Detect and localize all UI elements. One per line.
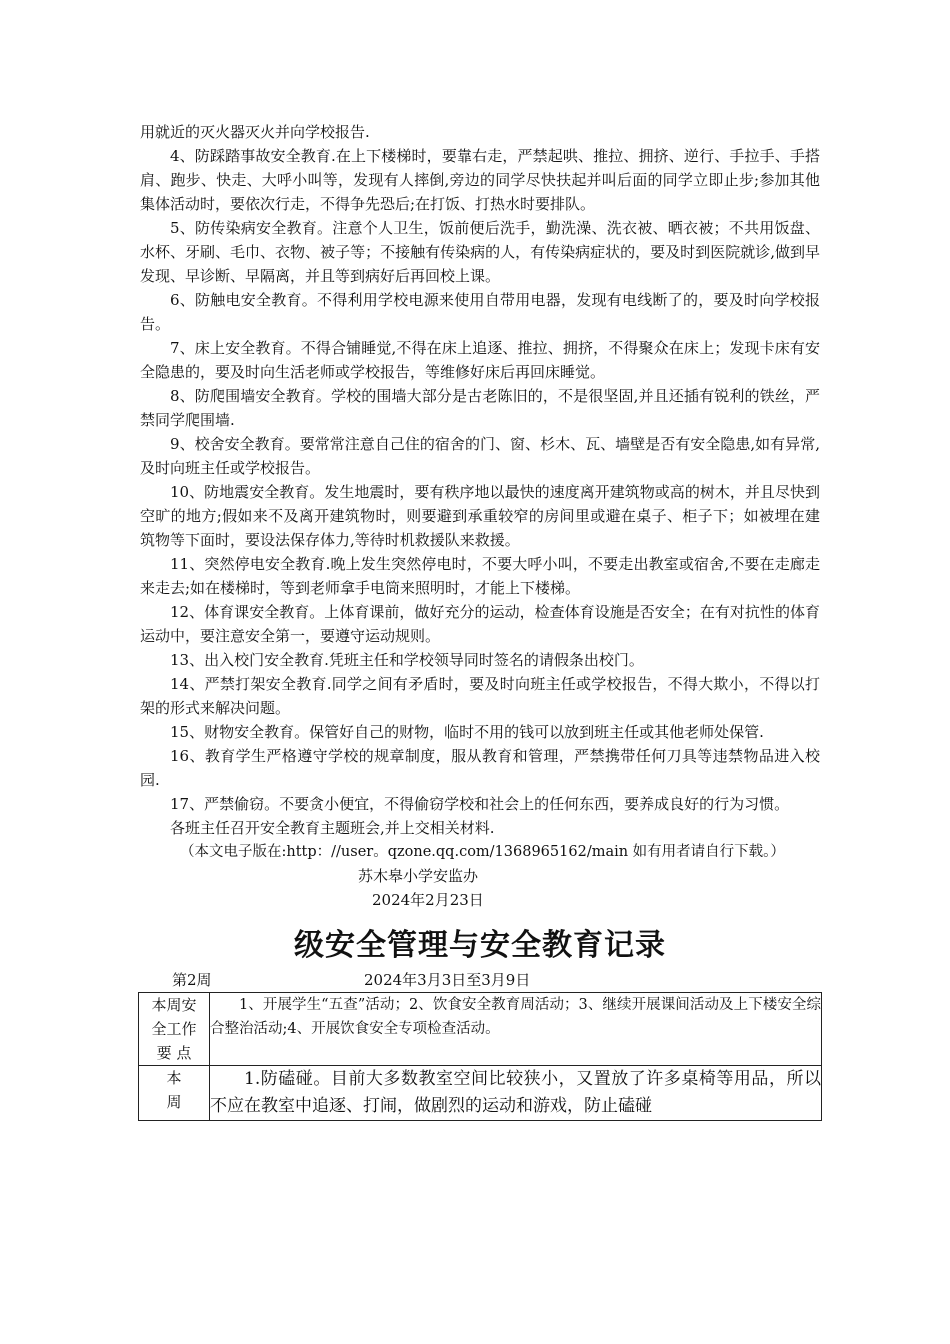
paragraph-school-gate: 13、出入校门安全教育.凭班主任和学校领导同时签名的请假条出校门。 [170, 651, 644, 669]
paragraph-property: 15、财物安全教育。保管好自己的财物，临时不用的钱可以放到班主任或其他老师处保管. [170, 723, 764, 741]
table-row [139, 1066, 822, 1121]
paragraph-power-outage: 11、突然停电安全教育.晚上发生突然停电时，不要大呼小叫，不要走出教室或宿舍,不要在走廊走来走去;如在楼梯时，等到老师拿手电筒来照明时，才能上下楼梯。 [140, 555, 820, 597]
row-label-work-points: 本周安 全工作 要 点 [139, 993, 210, 1066]
paragraph-wall-climbing: 8、防爬围墙安全教育。学校的围墙大部分是古老陈旧的，不是很坚固,并且还插有锐利的铁丝，严禁同学爬围墙. [140, 387, 820, 429]
paragraph-fighting: 14、严禁打架安全教育.同学之间有矛盾时，要及时向班主任或学校报告，不得大欺小，不得以打架的形式来解决问题。 [140, 675, 820, 717]
row-label-week: 本 周 [139, 1066, 210, 1121]
paragraph-pe-class: 12、体育课安全教育。上体育课前，做好充分的运动，检查体育设施是否安全；在有对抗性的体育运动中，要注意安全第一，要遵守运动规则。 [140, 603, 820, 645]
paragraph-class-meeting: 各班主任召开安全教育主题班会,并上交相关材料. [170, 819, 495, 837]
table-row [139, 993, 822, 1066]
paragraph-theft: 17、严禁偷窃。不要贪小便宜，不得偷窃学校和社会上的任何东西，要养成良好的行为习惯。 [170, 795, 790, 813]
row-text-work-points: 1、开展学生“五查”活动；2、饮食安全教育周活动；3、继续开展课间活动及上下楼安全综合整治活动;4、开展饮食安全专项检查活动。 [210, 993, 822, 1066]
paragraph-rules: 16、教育学生严格遵守学校的规章制度，服从教育和管理，严禁携带任何刀具等违禁物品进入校园. [140, 747, 820, 789]
sign-date: 2024年2月23日 [372, 891, 484, 909]
download-note: （本文电子版在:http：//user。qzone.qq.com/1368965162/main 如有用者请自行下载。） [180, 844, 785, 860]
document-content [140, 120, 820, 1121]
paragraph-bed-safety: 7、床上安全教育。不得合铺睡觉,不得在床上追逐、推拉、拥挤，不得聚众在床上；发现卡床有安全隐患的，要及时向生活老师或学校报告，等维修好床后再回床睡觉。 [140, 339, 820, 381]
record-title: 级安全管理与安全教育记录 [294, 928, 666, 963]
paragraph-fire: 用就近的灭火器灭火并向学校报告. [140, 123, 370, 141]
signature: 苏木皋小学安监办 [358, 867, 479, 885]
week-info [140, 968, 820, 992]
record-table [138, 992, 822, 1121]
week-label: 第2周 [172, 971, 212, 989]
paragraph-stampede: 4、防踩踏事故安全教育.在上下楼梯时，要靠右走，严禁起哄、推拉、拥挤、逆行、手拉手、手搭肩、跑步、快走、大呼小叫等，发现有人摔倒,旁边的同学尽快扶起并叫后面的同学立即止步;参加其他集体活动时，要依次行走，不得争先恐后;在打饭、打热水时要排队。 [140, 147, 820, 213]
paragraph-electric-shock: 6、防触电安全教育。不得利用学校电源来使用自带用电器，发现有电线断了的，要及时向学校报告。 [140, 291, 820, 333]
week-range: 2024年3月3日至3月9日 [364, 971, 531, 989]
row-text-collision: 1.防磕碰。目前大多数教室空间比较狭小，又置放了许多桌椅等用品，所以不应在教室中追逐、打闹，做剧烈的运动和游戏，防止磕碰 [210, 1066, 822, 1121]
paragraph-dormitory: 9、校舍安全教育。要常常注意自己住的宿舍的门、窗、杉木、瓦、墙壁是否有安全隐患,如有异常,及时向班主任或学校报告。 [140, 435, 820, 477]
paragraph-earthquake: 10、防地震安全教育。发生地震时，要有秩序地以最快的速度离开建筑物或高的树木，并且尽快到空旷的地方;假如来不及离开建筑物时，则要避到承重较窄的房间里或避在桌子、柜子下；如被埋在建筑物等下面时，要设法保存体力,等待时机救援队来救援。 [140, 483, 820, 549]
paragraph-infectious-disease: 5、防传染病安全教育。注意个人卫生，饭前便后洗手，勤洗澡、洗衣被、晒衣被；不共用饭盘、水杯、牙刷、毛巾、衣物、被子等；不接触有传染病的人，有传染病症状的，要及时到医院就诊,做到早发现、早诊断、早隔离，并且等到病好后再回校上课。 [140, 219, 820, 285]
